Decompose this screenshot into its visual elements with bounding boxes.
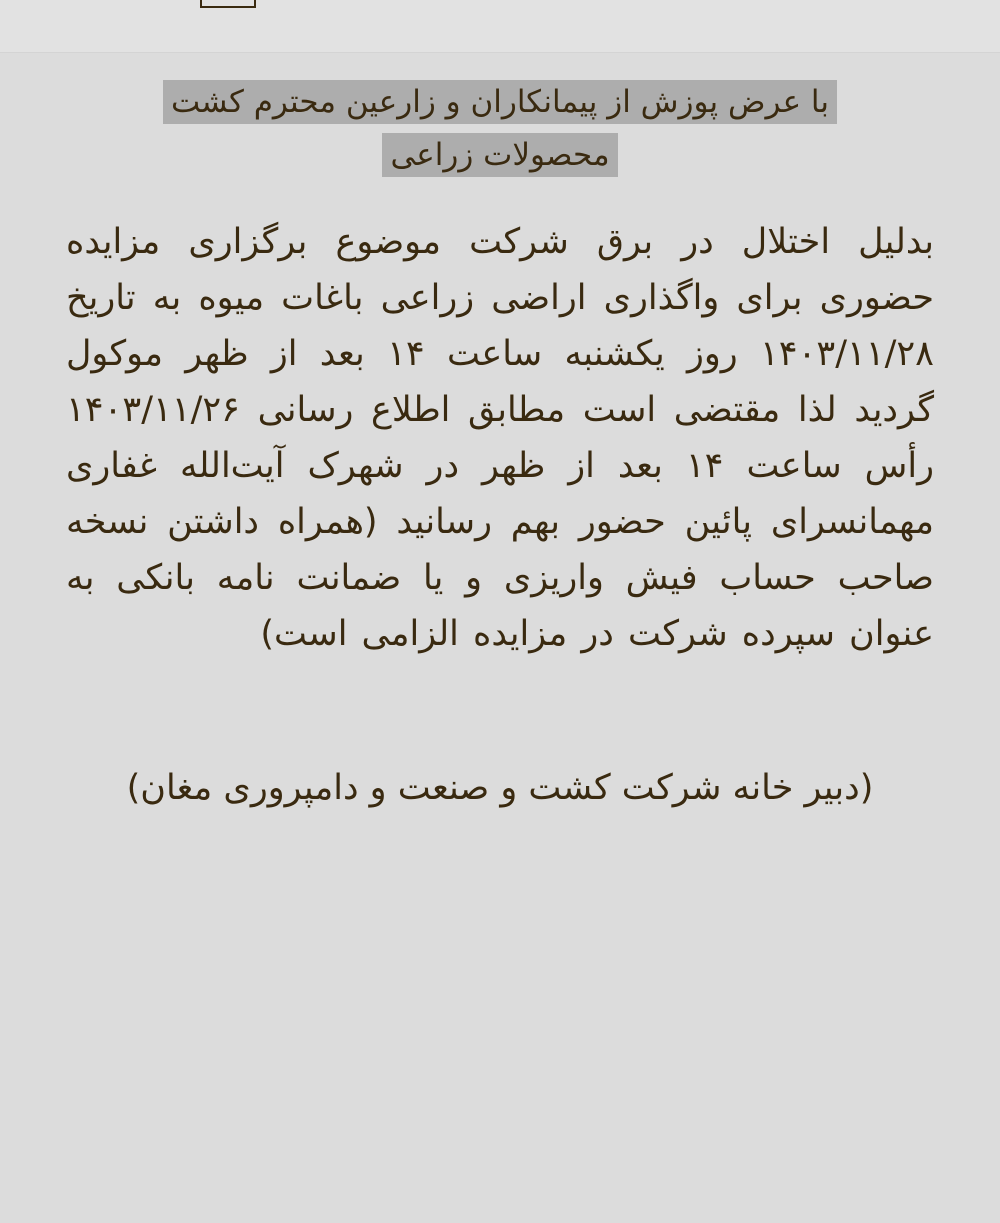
previous-message-fragment [0, 0, 1000, 53]
announcement-signature: (دبیر خانه شرکت کشت و صنعت و دامپروری مغان) [126, 768, 874, 808]
announcement-heading [0, 76, 1000, 182]
announcement-body: بدلیل اختلال در برق شرکت موضوع برگزاری مزایده حضوری برای واگذاری اراضی زراعی باغات میوه به تاریخ ۱۴۰۳/۱۱/۲۸ روز یکشنبه ساعت ۱۴ بعد از ظهر موکول گردید لذا مقتضی است مطابق اطلاع رسانی ۱۴۰۳/۱۱/۲۶ رأس ساعت ۱۴ بعد از ظهر در شهرک آیت‌الله غفاری مهمانسرای پائین حضور بهم رسانید (همراه داشتن نسخه صاحب حساب فیش واریزی و یا ضمانت نامه بانکی به عنوان سپرده شرکت در مزایده الزامی است) [66, 222, 935, 654]
heading-line-2: محصولات زراعی [382, 133, 617, 177]
heading-line-1: با عرض پوزش از پیمانکاران و زارعین محترم کشت [163, 80, 837, 124]
cutoff-box-glyph [200, 0, 256, 8]
